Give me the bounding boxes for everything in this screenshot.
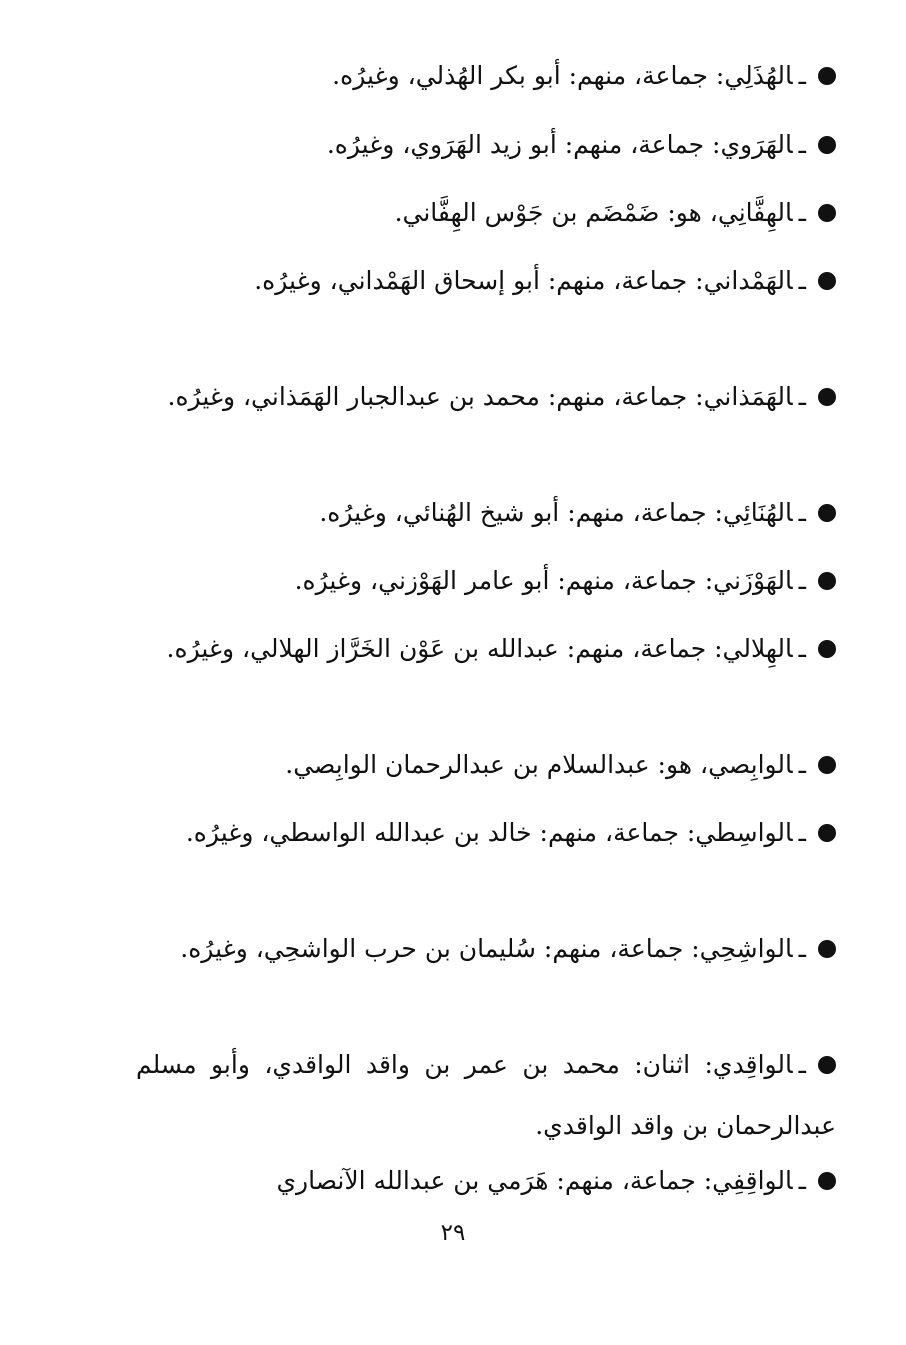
entry-dash: ـ [798,1166,806,1195]
entry-hamdani [136,250,836,311]
bullet-icon [818,504,836,522]
bullet-icon [818,756,836,774]
entry-text: الواقِفِي: جماعة، منهم: هَرَمي بن عبدالله الآنصاري [276,1166,793,1195]
entry-dash: ـ [798,1050,806,1079]
entry-dash: ـ [798,498,806,527]
entry-dash: ـ [798,266,806,295]
page-number: ٢٩ [440,1220,466,1246]
entry-text: الهَمَذاني: جماعة، منهم: محمد بن عبدالجبار الهَمَذاني، وغيرُه. [167,382,793,411]
entry-dash: ـ [798,634,806,663]
entry-dash: ـ [798,61,806,90]
entry-dash: ـ [798,382,806,411]
bullet-icon [818,272,836,290]
entry-text: الهَرَوي: جماعة، منهم: أبو زيد الهَرَوي، وغيرُه. [326,130,793,159]
entry-dash: ـ [798,566,806,595]
entry-hamadhani [136,366,836,427]
entry-text: الهَمْداني: جماعة، منهم: أبو إسحاق الهَمْداني، وغيرُه. [254,266,793,295]
entry-text: الواقِدي: اثنان: محمد بن عمر بن واقد الواقدي، وأبو مسلم عبدالرحمان بن واقد الواقدي. [136,1050,836,1140]
entry-waqifi [136,1150,836,1211]
entry-dash: ـ [798,198,806,227]
entry-dash: ـ [798,130,806,159]
bullet-icon [818,1056,836,1074]
entry-washihi [136,918,836,979]
entry-hawzani [136,550,836,611]
entry-hiffani [136,182,836,243]
entry-text: الوابِصي، هو: عبدالسلام بن عبدالرحمان الوابِصي. [285,750,793,779]
entry-hudhali [136,45,836,106]
entry-harawi [136,114,836,175]
bullet-icon [818,136,836,154]
bullet-icon [818,204,836,222]
bullet-icon [818,388,836,406]
entry-text: الهُنَائِي: جماعة، منهم: أبو شيخ الهُنائي، وغيرُه. [319,498,793,527]
entry-wasiti [136,802,836,863]
bullet-icon [818,640,836,658]
bullet-icon [818,824,836,842]
bullet-icon [818,940,836,958]
bullet-icon [818,572,836,590]
entry-text: الهِفَّانِي، هو: ضَمْضَم بن جَوْس الهِفَّاني. [394,198,793,227]
entry-text: الواشِحِي: جماعة، منهم: سُليمان بن حرب الواشحِي، وغيرُه. [180,934,793,963]
entry-text: الواسِطي: جماعة، منهم: خالد بن عبدالله الواسطي، وغيرُه. [185,818,793,847]
entry-hilali [136,618,836,679]
entry-text: الهُذَلِي: جماعة، منهم: أبو بكر الهُذلي، وغيرُه. [332,61,793,90]
entry-dash: ـ [798,934,806,963]
bullet-icon [818,67,836,85]
entry-text: الهِلالي: جماعة، منهم: عبدالله بن عَوْن الخَرَّاز الهلالي، وغيرُه. [166,634,793,663]
entry-waqidi [136,1034,836,1156]
entry-hunai [136,482,836,543]
entry-dash: ـ [798,818,806,847]
entry-dash: ـ [798,750,806,779]
entry-wabisi [136,734,836,795]
entry-text: الهَوْزَني: جماعة، منهم: أبو عامر الهَوْزني، وغيرُه. [294,566,793,595]
bullet-icon [818,1172,836,1190]
